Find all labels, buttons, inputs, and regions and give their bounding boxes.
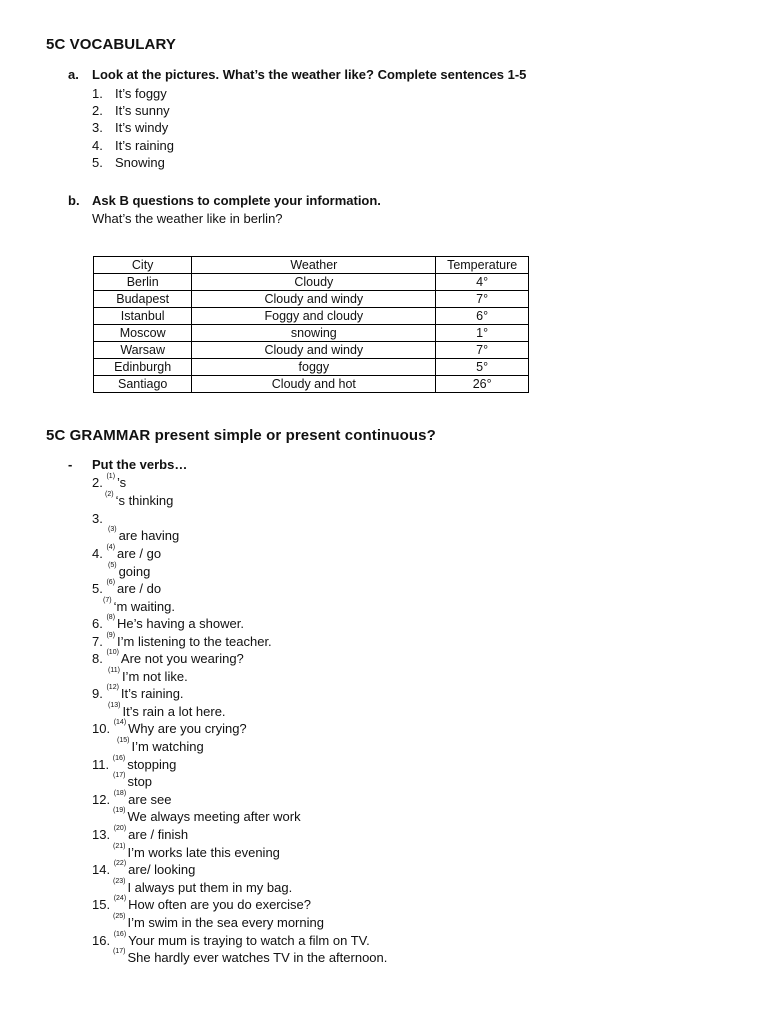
table-row bbox=[94, 325, 529, 342]
answer-line: $^{(17)}$ stop bbox=[113, 772, 153, 789]
exercise-b-label: b. bbox=[68, 193, 80, 208]
table-cell: 7° bbox=[436, 342, 529, 359]
answer-line: $^{(5)}$ going bbox=[108, 562, 151, 579]
exercise-a-label: a. bbox=[68, 67, 79, 82]
grammar-title: 5C GRAMMAR present simple or present continuous? bbox=[46, 427, 436, 444]
table-cell: foggy bbox=[192, 359, 436, 376]
table-cell: Cloudy bbox=[192, 274, 436, 291]
list-item: 3. It’s windy bbox=[92, 120, 169, 135]
answer-line: $^{(2)}$ ‘s thinking bbox=[105, 491, 174, 508]
answer-line: 9. $^{(12)}$ It’s raining. bbox=[92, 684, 184, 701]
table-cell: 1° bbox=[436, 325, 529, 342]
table-cell: Budapest bbox=[94, 291, 192, 308]
table-cell: Cloudy and windy bbox=[192, 291, 436, 308]
table-row bbox=[94, 274, 529, 291]
answer-line: 8. $^{(10)}$ Are not you wearing? bbox=[92, 649, 244, 666]
table-row bbox=[94, 308, 529, 325]
table-cell: Moscow bbox=[94, 325, 192, 342]
table-cell: 5° bbox=[436, 359, 529, 376]
table-row bbox=[94, 376, 529, 393]
answer-line: 4. $^{(4)}$ are / go bbox=[92, 544, 162, 561]
table-row bbox=[94, 342, 529, 359]
table-row bbox=[94, 291, 529, 308]
answer-line: $^{(25)}$ I’m swim in the sea every morning bbox=[113, 913, 324, 930]
weather-table bbox=[93, 256, 529, 393]
answer-line: 16. $^{(16)}$ Your mum is traying to watch a film on TV. bbox=[92, 931, 370, 948]
answer-line: $^{(3)}$ are having bbox=[108, 526, 180, 543]
answer-line: 5. $^{(6)}$ are / do bbox=[92, 579, 162, 596]
exercise-a-instruction: Look at the pictures. What’s the weather like? Complete sentences 1-5 bbox=[92, 67, 527, 82]
answer-line: 14. $^{(22)}$ are/ looking bbox=[92, 860, 196, 877]
table-row bbox=[94, 359, 529, 376]
answer-line: 10. $^{(14)}$ Why are you crying? bbox=[92, 719, 247, 736]
bullet-dash: - bbox=[68, 457, 73, 472]
answer-line: 2. $^{(1)}$ ’s bbox=[92, 473, 127, 490]
list-item: 1. It’s foggy bbox=[92, 86, 167, 101]
answer-line: $^{(17)}$ She hardly ever watches TV in the afternoon. bbox=[113, 948, 388, 965]
list-item: 2. It’s sunny bbox=[92, 103, 170, 118]
table-cell: snowing bbox=[192, 325, 436, 342]
table-cell: Berlin bbox=[94, 274, 192, 291]
answer-line: 11. $^{(16)}$ stopping bbox=[92, 755, 177, 772]
answer-line: $^{(13)}$ It’s rain a lot here. bbox=[108, 702, 226, 719]
list-item: 4. It’s raining bbox=[92, 138, 175, 153]
answer-line: 15. $^{(24)}$ How often are you do exercise? bbox=[92, 895, 311, 912]
column-header: Weather bbox=[192, 257, 436, 274]
column-header: Temperature bbox=[436, 257, 529, 274]
exercise-b-instruction: Ask B questions to complete your information. bbox=[92, 193, 381, 208]
table-cell: Cloudy and hot bbox=[192, 376, 436, 393]
table-cell: Cloudy and windy bbox=[192, 342, 436, 359]
answer-line: $^{(7)}$ ‘m waiting. bbox=[103, 597, 175, 614]
table-cell: Istanbul bbox=[94, 308, 192, 325]
table-header-row bbox=[94, 257, 529, 274]
answer-line: 6. $^{(8)}$ He’s having a shower. bbox=[92, 614, 244, 631]
answer-line: $^{(21)}$ I’m works late this evening bbox=[113, 843, 280, 860]
answer-line: $^{(23)}$ I always put them in my bag. bbox=[113, 878, 293, 895]
list-item: 5. Snowing bbox=[92, 155, 165, 170]
answer-line: 7. $^{(9)}$ I’m listening to the teacher. bbox=[92, 632, 272, 649]
column-header: City bbox=[94, 257, 192, 274]
answer-line: $^{(15)}$ I’m watching bbox=[117, 737, 204, 754]
exercise-b-example: What’s the weather like in berlin? bbox=[92, 211, 283, 226]
table-cell: 26° bbox=[436, 376, 529, 393]
table-cell: Foggy and cloudy bbox=[192, 308, 436, 325]
answer-line: 12. $^{(18)}$ are see bbox=[92, 790, 172, 807]
answer-line: $^{(19)}$ We always meeting after work bbox=[113, 807, 301, 824]
answer-line: 13. $^{(20)}$ are / finish bbox=[92, 825, 189, 842]
table-cell: 7° bbox=[436, 291, 529, 308]
grammar-instruction: Put the verbs… bbox=[92, 457, 188, 472]
table-cell: 6° bbox=[436, 308, 529, 325]
answer-line: $^{(11)}$ I’m not like. bbox=[108, 667, 188, 684]
table-cell: Santiago bbox=[94, 376, 192, 393]
table-cell: Edinburgh bbox=[94, 359, 192, 376]
answer-line: 3. bbox=[92, 511, 103, 526]
table-cell: Warsaw bbox=[94, 342, 192, 359]
vocabulary-title: 5C VOCABULARY bbox=[46, 36, 176, 53]
table-cell: 4° bbox=[436, 274, 529, 291]
